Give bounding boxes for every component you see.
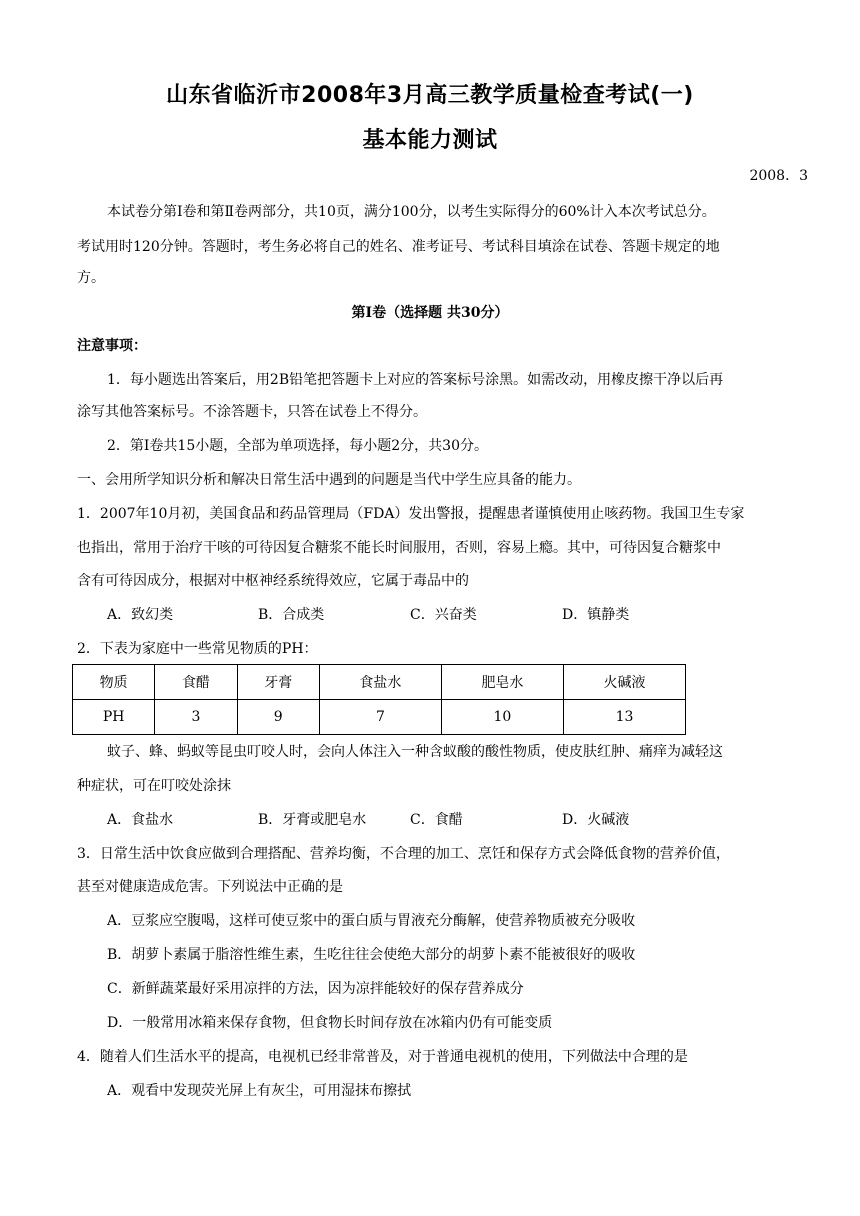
q1-option-a: A．致幻类	[107, 607, 174, 623]
exam-date: 2008．3	[749, 168, 808, 184]
table-cell: 10	[441, 700, 563, 735]
q2-option-a: A．食盐水	[107, 812, 174, 828]
intro-line-3: 方。	[77, 270, 105, 286]
q3-line-2: 甚至对健康造成危害。下列说法中正确的是	[77, 879, 343, 895]
table-row	[73, 700, 686, 735]
table-cell: 食盐水	[319, 665, 441, 700]
part-intro: 一、会用所学知识分析和解决日常生活中遇到的问题是当代中学生应具备的能力。	[77, 472, 581, 488]
q3-option-c: C．新鲜蔬菜最好采用凉拌的方法，因为凉拌能较好的保存营养成分	[107, 981, 524, 997]
q1-line-2: 也指出，常用于治疗干咳的可待因复合糖浆不能长时间服用，否则，容易上瘾。其中，可待因复合糖浆中	[77, 540, 721, 556]
table-cell: 3	[155, 700, 237, 735]
q2-line-2: 种症状，可在叮咬处涂抹	[77, 778, 231, 794]
q1-option-d: D．镇静类	[562, 607, 630, 623]
section-heading: 第Ⅰ卷（选择题 共30分）	[351, 305, 509, 321]
notice-title: 注意事项：	[77, 338, 147, 354]
q3-option-b: B．胡萝卜素属于脂溶性维生素，生吃往往会使绝大部分的胡萝卜素不能被很好的吸收	[107, 947, 636, 963]
table-cell: 火碱液	[563, 665, 685, 700]
table-row	[73, 665, 686, 700]
q1-option-c: C．兴奋类	[410, 607, 477, 623]
table-cell: 肥皂水	[441, 665, 563, 700]
q3-option-d: D．一般常用冰箱来保存食物，但食物长时间存放在冰箱内仍有可能变质	[107, 1015, 553, 1031]
exam-subtitle: 基本能力测试	[362, 128, 498, 153]
q1-option-b: B．合成类	[258, 607, 325, 623]
notice-2: 2．第Ⅰ卷共15小题，全部为单项选择，每小题2分，共30分。	[107, 438, 488, 454]
notice-1-line-1: 1．每小题选出答案后，用2B铅笔把答题卡上对应的答案标号涂黑。如需改动，用橡皮擦干净以后再	[107, 372, 724, 388]
q1-line-1: 1．2007年10月初，美国食品和药品管理局（FDA）发出警报，提醒患者谨慎使用止咳药物。我国卫生专家	[77, 506, 745, 522]
notice-1-line-2: 涂写其他答案标号。不涂答题卡，只答在试卷上不得分。	[77, 404, 427, 420]
q2-stem: 2．下表为家庭中一些常见物质的PH：	[77, 641, 318, 657]
table-cell: 9	[237, 700, 319, 735]
q2-line-1: 蚊子、蜂、蚂蚁等昆虫叮咬人时，会向人体注入一种含蚁酸的酸性物质，使皮肤红肿、痛痒为减轻这	[107, 744, 723, 760]
intro-line-1: 本试卷分第Ⅰ卷和第Ⅱ卷两部分，共10页，满分100分，以考生实际得分的60%计入本次考试总分。	[107, 204, 716, 220]
ph-table	[72, 664, 686, 735]
table-cell: PH	[73, 700, 155, 735]
q3-option-a: A．豆浆应空腹喝，这样可使豆浆中的蛋白质与胃液充分酶解，使营养物质被充分吸收	[107, 913, 636, 929]
q2-option-d: D．火碱液	[562, 812, 630, 828]
intro-line-2: 考试用时120分钟。答题时，考生务必将自己的姓名、准考证号、考试科目填涂在试卷、答题卡规定的地	[77, 239, 720, 255]
q3-line-1: 3．日常生活中饮食应做到合理搭配、营养均衡，不合理的加工、烹饪和保存方式会降低食物的营养价值，	[77, 846, 730, 862]
q4-option-a: A．观看中发现荧光屏上有灰尘，可用湿抹布擦拭	[107, 1083, 412, 1099]
q2-option-b: B．牙膏或肥皂水	[258, 812, 367, 828]
table-cell: 13	[563, 700, 685, 735]
q4-line-1: 4．随着人们生活水平的提高，电视机已经非常普及，对于普通电视机的使用，下列做法中合理的是	[77, 1049, 688, 1065]
q2-option-c: C．食醋	[410, 812, 463, 828]
table-cell: 7	[319, 700, 441, 735]
table-cell: 牙膏	[237, 665, 319, 700]
q1-line-3: 含有可待因成分，根据对中枢神经系统得效应，它属于毒品中的	[77, 573, 469, 589]
exam-title: 山东省临沂市2008年3月高三教学质量检查考试(一)	[166, 83, 694, 108]
table-cell: 食醋	[155, 665, 237, 700]
table-cell: 物质	[73, 665, 155, 700]
